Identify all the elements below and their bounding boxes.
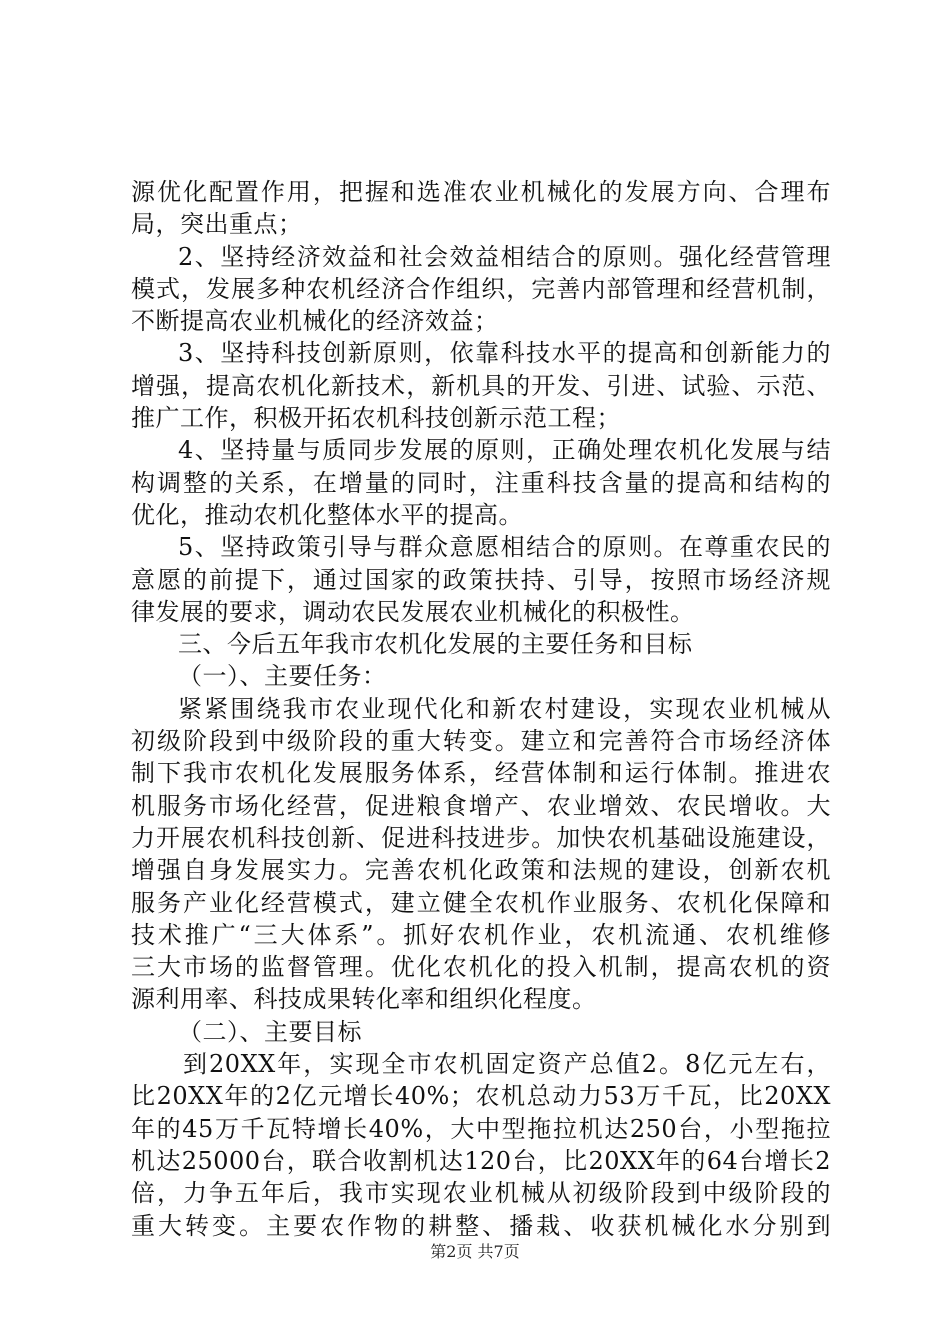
text-line: 重大转变。主要农作物的耕整、播栽、收获机械化水分别到: [131, 1211, 831, 1240]
document-body: [131, 176, 831, 1242]
text-line: 初级阶段到中级阶段的重大转变。建立和完善符合市场经济体: [131, 727, 831, 756]
text-line: 推广工作，积极开拓农机科技创新示范工程；: [131, 404, 621, 433]
text-line: 源优化配置作用，把握和选准农业机械化的发展方向、合理布: [131, 178, 831, 206]
text-line: 意愿的前提下，通过国家的政策扶持、引导，按照市场经济规: [131, 565, 831, 594]
text-line: 4、坚持量与质同步发展的原则，正确处理农机化发展与结: [178, 436, 831, 465]
text-line: 制下我市农机化发展服务体系，经营体制和运行体制。推进农: [131, 759, 831, 788]
text-line: 增强，提高农机化新技术，新机具的开发、引进、试验、示范、: [131, 371, 831, 400]
text-line: （一）、主要任务：: [178, 662, 387, 691]
text-line: 机达25000台，联合收割机达120台，比20XX年的64台增长2: [131, 1146, 831, 1175]
text-line: 律发展的要求，调动农民发展农业机械化的积极性。: [131, 597, 695, 626]
text-line: 优化，推动农机化整体水平的提高。: [131, 500, 523, 529]
text-line: 年的45万千瓦特增长40%，大中型拖拉机达250台，小型拖拉: [131, 1114, 831, 1143]
text-line: 不断提高农业机械化的经济效益；: [131, 307, 499, 336]
text-line: 紧紧围绕我市农业现代化和新农村建设，实现农业机械从: [178, 694, 831, 723]
text-line: 到20XX年，实现全市农机固定资产总值2。8亿元左右，: [183, 1050, 831, 1079]
text-line: 模式，发展多种农机经济合作组织，完善内部管理和经营机制，: [131, 274, 831, 303]
text-line: 三大市场的监督管理。优化农机化的投入机制，提高农机的资: [131, 953, 831, 982]
text-line: 3、坚持科技创新原则，依靠科技水平的提高和创新能力的: [178, 339, 831, 368]
text-line: 局，突出重点；: [131, 210, 303, 239]
text-line: 倍，力争五年后，我市实现农业机械从初级阶段到中级阶段的: [131, 1179, 831, 1208]
page-footer: [0, 1242, 950, 1262]
text-line: 构调整的关系，在增量的同时，注重科技含量的提高和结构的: [131, 468, 831, 497]
text-line: 增强自身发展实力。完善农机化政策和法规的建设，创新农机: [131, 856, 831, 885]
text-line: 机服务市场化经营，促进粮食增产、农业增效、农民增收。大: [131, 791, 831, 820]
text-line: （二）、主要目标: [178, 1017, 362, 1046]
text-line: 力开展农机科技创新、促进科技进步。加快农机基础设施建设，: [131, 823, 831, 852]
text-line: 比20XX年的2亿元增长40%；农机总动力53万千瓦，比20XX: [131, 1082, 831, 1111]
page-number: 第2页 共7页: [430, 1242, 520, 1261]
text-line: 2、坚持经济效益和社会效益相结合的原则。强化经营管理: [178, 242, 831, 271]
text-line: 技术推广“三大体系”。抓好农机作业，农机流通、农机维修: [131, 920, 831, 949]
text-line: 5、坚持政策引导与群众意愿相结合的原则。在尊重农民的: [178, 533, 831, 562]
text-line: 源利用率、科技成果转化率和组织化程度。: [131, 985, 597, 1014]
text-line: 服务产业化经营模式，建立健全农机作业服务、农机化保障和: [131, 888, 831, 917]
text-line: 三、今后五年我市农机化发展的主要任务和目标: [178, 630, 693, 659]
